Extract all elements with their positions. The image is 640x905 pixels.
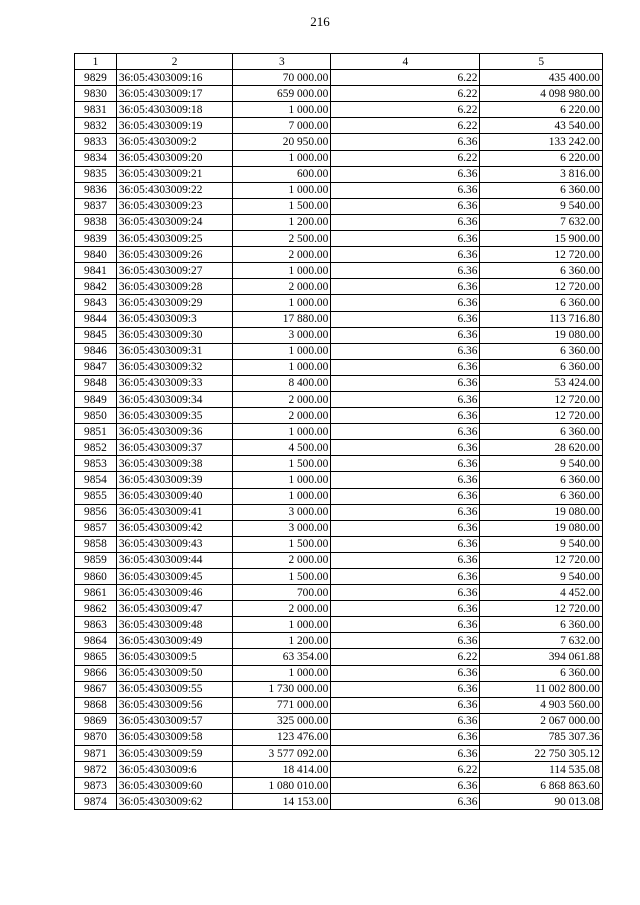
area-value: 2 000.00 <box>233 247 331 263</box>
row-number: 9868 <box>75 697 117 713</box>
cost-value: 22 750 305.12 <box>480 746 603 762</box>
rate-value: 6.22 <box>331 86 480 102</box>
cost-value: 9 540.00 <box>480 569 603 585</box>
cost-value: 6 360.00 <box>480 263 603 279</box>
rate-value: 6.36 <box>331 279 480 295</box>
area-value: 4 500.00 <box>233 440 331 456</box>
rate-value: 6.36 <box>331 166 480 182</box>
rate-value: 6.36 <box>331 295 480 311</box>
cadastral-number: 36:05:4303009:48 <box>116 617 232 633</box>
rate-value: 6.36 <box>331 311 480 327</box>
row-number: 9863 <box>75 617 117 633</box>
rate-value: 6.36 <box>331 214 480 230</box>
table-row <box>75 327 603 343</box>
column-header-5: 5 <box>480 54 603 70</box>
rate-value: 6.36 <box>331 247 480 263</box>
cost-value: 12 720.00 <box>480 408 603 424</box>
cadastral-number: 36:05:4303009:40 <box>116 488 232 504</box>
table-row <box>75 311 603 327</box>
cadastral-number: 36:05:4303009:18 <box>116 102 232 118</box>
cadastral-number: 36:05:4303009:44 <box>116 552 232 568</box>
cadastral-number: 36:05:4303009:22 <box>116 182 232 198</box>
rate-value: 6.36 <box>331 424 480 440</box>
row-number: 9870 <box>75 729 117 745</box>
cadastral-number: 36:05:4303009:50 <box>116 665 232 681</box>
table-row <box>75 504 603 520</box>
area-value: 18 414.00 <box>233 762 331 778</box>
cadastral-number: 36:05:4303009:2 <box>116 134 232 150</box>
rate-value: 6.36 <box>331 408 480 424</box>
row-number: 9854 <box>75 472 117 488</box>
table-row <box>75 375 603 391</box>
row-number: 9860 <box>75 569 117 585</box>
table-row <box>75 649 603 665</box>
cadastral-number: 36:05:4303009:55 <box>116 681 232 697</box>
cost-value: 7 632.00 <box>480 633 603 649</box>
table-row <box>75 697 603 713</box>
cost-value: 11 002 800.00 <box>480 681 603 697</box>
table-row <box>75 520 603 536</box>
cost-value: 7 632.00 <box>480 214 603 230</box>
cadastral-number: 36:05:4303009:60 <box>116 778 232 794</box>
cadastral-number: 36:05:4303009:42 <box>116 520 232 536</box>
cost-value: 394 061.88 <box>480 649 603 665</box>
row-number: 9832 <box>75 118 117 134</box>
row-number: 9846 <box>75 343 117 359</box>
table-row <box>75 198 603 214</box>
cost-value: 12 720.00 <box>480 391 603 407</box>
rate-value: 6.36 <box>331 520 480 536</box>
table-row <box>75 472 603 488</box>
row-number: 9836 <box>75 182 117 198</box>
cadastral-number: 36:05:4303009:59 <box>116 746 232 762</box>
table-row <box>75 166 603 182</box>
cost-value: 785 307.36 <box>480 729 603 745</box>
cadastral-number: 36:05:4303009:3 <box>116 311 232 327</box>
cadastral-number: 36:05:4303009:46 <box>116 585 232 601</box>
rate-value: 6.36 <box>331 601 480 617</box>
row-number: 9830 <box>75 86 117 102</box>
rate-value: 6.36 <box>331 343 480 359</box>
cadastral-number: 36:05:4303009:17 <box>116 86 232 102</box>
cost-value: 6 360.00 <box>480 488 603 504</box>
area-value: 1 200.00 <box>233 214 331 230</box>
area-value: 325 000.00 <box>233 713 331 729</box>
cost-value: 12 720.00 <box>480 552 603 568</box>
cost-value: 6 360.00 <box>480 472 603 488</box>
cost-value: 133 242.00 <box>480 134 603 150</box>
row-number: 9852 <box>75 440 117 456</box>
cost-value: 6 220.00 <box>480 102 603 118</box>
table-row <box>75 134 603 150</box>
cadastral-number: 36:05:4303009:23 <box>116 198 232 214</box>
rate-value: 6.36 <box>331 746 480 762</box>
cost-value: 6 360.00 <box>480 182 603 198</box>
cadastral-number: 36:05:4303009:5 <box>116 649 232 665</box>
cost-value: 6 360.00 <box>480 617 603 633</box>
table-row <box>75 794 603 810</box>
row-number: 9843 <box>75 295 117 311</box>
table-row <box>75 118 603 134</box>
area-value: 1 500.00 <box>233 536 331 552</box>
cost-value: 6 360.00 <box>480 665 603 681</box>
row-number: 9866 <box>75 665 117 681</box>
table-row <box>75 86 603 102</box>
cadastral-number: 36:05:4303009:25 <box>116 231 232 247</box>
row-number: 9857 <box>75 520 117 536</box>
table-row <box>75 585 603 601</box>
rate-value: 6.22 <box>331 102 480 118</box>
row-number: 9850 <box>75 408 117 424</box>
cost-value: 113 716.80 <box>480 311 603 327</box>
table-row <box>75 150 603 166</box>
rate-value: 6.36 <box>331 778 480 794</box>
area-value: 2 500.00 <box>233 231 331 247</box>
row-number: 9867 <box>75 681 117 697</box>
row-number: 9853 <box>75 456 117 472</box>
table-row <box>75 456 603 472</box>
cadastral-number: 36:05:4303009:58 <box>116 729 232 745</box>
table-row <box>75 633 603 649</box>
row-number: 9835 <box>75 166 117 182</box>
table-row <box>75 762 603 778</box>
table-row <box>75 182 603 198</box>
row-number: 9833 <box>75 134 117 150</box>
area-value: 1 000.00 <box>233 182 331 198</box>
rate-value: 6.36 <box>331 697 480 713</box>
row-number: 9861 <box>75 585 117 601</box>
table-row <box>75 295 603 311</box>
area-value: 1 500.00 <box>233 456 331 472</box>
row-number: 9851 <box>75 424 117 440</box>
column-header-2: 2 <box>116 54 232 70</box>
area-value: 2 000.00 <box>233 601 331 617</box>
cost-value: 4 098 980.00 <box>480 86 603 102</box>
cost-value: 6 360.00 <box>480 424 603 440</box>
area-value: 1 730 000.00 <box>233 681 331 697</box>
cost-value: 19 080.00 <box>480 327 603 343</box>
rate-value: 6.36 <box>331 552 480 568</box>
cadastral-number: 36:05:4303009:45 <box>116 569 232 585</box>
rate-value: 6.36 <box>331 713 480 729</box>
row-number: 9840 <box>75 247 117 263</box>
row-number: 9865 <box>75 649 117 665</box>
area-value: 3 000.00 <box>233 504 331 520</box>
row-number: 9871 <box>75 746 117 762</box>
cadastral-number: 36:05:4303009:32 <box>116 359 232 375</box>
area-value: 600.00 <box>233 166 331 182</box>
table-row <box>75 359 603 375</box>
area-value: 1 000.00 <box>233 102 331 118</box>
table-row <box>75 343 603 359</box>
area-value: 1 000.00 <box>233 424 331 440</box>
rate-value: 6.36 <box>331 198 480 214</box>
rate-value: 6.22 <box>331 762 480 778</box>
row-number: 9839 <box>75 231 117 247</box>
area-value: 659 000.00 <box>233 86 331 102</box>
area-value: 1 500.00 <box>233 569 331 585</box>
page-number: 216 <box>310 14 330 29</box>
area-value: 1 000.00 <box>233 472 331 488</box>
area-value: 63 354.00 <box>233 649 331 665</box>
cost-value: 15 900.00 <box>480 231 603 247</box>
rate-value: 6.22 <box>331 70 480 86</box>
area-value: 2 000.00 <box>233 279 331 295</box>
area-value: 70 000.00 <box>233 70 331 86</box>
cost-value: 4 452.00 <box>480 585 603 601</box>
cadastral-number: 36:05:4303009:62 <box>116 794 232 810</box>
cadastral-number: 36:05:4303009:34 <box>116 391 232 407</box>
table-row <box>75 247 603 263</box>
table-row <box>75 778 603 794</box>
table-row <box>75 746 603 762</box>
column-header-4: 4 <box>331 54 480 70</box>
cadastral-number: 36:05:4303009:6 <box>116 762 232 778</box>
row-number: 9858 <box>75 536 117 552</box>
row-number: 9841 <box>75 263 117 279</box>
rate-value: 6.36 <box>331 794 480 810</box>
column-header-3: 3 <box>233 54 331 70</box>
row-number: 9837 <box>75 198 117 214</box>
table-row <box>75 729 603 745</box>
rate-value: 6.36 <box>331 585 480 601</box>
cadastral-number: 36:05:4303009:26 <box>116 247 232 263</box>
rate-value: 6.36 <box>331 569 480 585</box>
cost-value: 19 080.00 <box>480 504 603 520</box>
row-number: 9869 <box>75 713 117 729</box>
area-value: 1 000.00 <box>233 295 331 311</box>
cadastral-number: 36:05:4303009:41 <box>116 504 232 520</box>
row-number: 9859 <box>75 552 117 568</box>
cost-value: 90 013.08 <box>480 794 603 810</box>
table-row <box>75 440 603 456</box>
row-number: 9842 <box>75 279 117 295</box>
cost-value: 43 540.00 <box>480 118 603 134</box>
rate-value: 6.36 <box>331 504 480 520</box>
table-row <box>75 408 603 424</box>
cadastral-number: 36:05:4303009:57 <box>116 713 232 729</box>
cadastral-number: 36:05:4303009:56 <box>116 697 232 713</box>
area-value: 1 000.00 <box>233 150 331 166</box>
area-value: 20 950.00 <box>233 134 331 150</box>
rate-value: 6.36 <box>331 488 480 504</box>
rate-value: 6.36 <box>331 536 480 552</box>
row-number: 9844 <box>75 311 117 327</box>
cadastral-number: 36:05:4303009:27 <box>116 263 232 279</box>
area-value: 17 880.00 <box>233 311 331 327</box>
table-row <box>75 665 603 681</box>
area-value: 1 000.00 <box>233 665 331 681</box>
column-header-1: 1 <box>75 54 117 70</box>
area-value: 123 476.00 <box>233 729 331 745</box>
cost-value: 114 535.08 <box>480 762 603 778</box>
cadastral-number: 36:05:4303009:28 <box>116 279 232 295</box>
table-row <box>75 391 603 407</box>
row-number: 9864 <box>75 633 117 649</box>
row-number: 9838 <box>75 214 117 230</box>
rate-value: 6.36 <box>331 681 480 697</box>
cost-value: 9 540.00 <box>480 198 603 214</box>
cost-value: 6 360.00 <box>480 295 603 311</box>
cost-value: 6 868 863.60 <box>480 778 603 794</box>
area-value: 2 000.00 <box>233 408 331 424</box>
cost-value: 12 720.00 <box>480 279 603 295</box>
cadastral-number: 36:05:4303009:49 <box>116 633 232 649</box>
row-number: 9862 <box>75 601 117 617</box>
cost-value: 12 720.00 <box>480 601 603 617</box>
area-value: 1 500.00 <box>233 198 331 214</box>
rate-value: 6.36 <box>331 617 480 633</box>
cost-value: 9 540.00 <box>480 536 603 552</box>
cadastral-number: 36:05:4303009:30 <box>116 327 232 343</box>
table-row <box>75 681 603 697</box>
cadastral-number: 36:05:4303009:19 <box>116 118 232 134</box>
rate-value: 6.36 <box>331 633 480 649</box>
area-value: 2 000.00 <box>233 552 331 568</box>
row-number: 9849 <box>75 391 117 407</box>
cost-value: 3 816.00 <box>480 166 603 182</box>
cost-value: 28 620.00 <box>480 440 603 456</box>
area-value: 700.00 <box>233 585 331 601</box>
cadastral-number: 36:05:4303009:16 <box>116 70 232 86</box>
cadastral-number: 36:05:4303009:21 <box>116 166 232 182</box>
row-number: 9848 <box>75 375 117 391</box>
row-number: 9831 <box>75 102 117 118</box>
data-table <box>74 53 603 810</box>
cadastral-number: 36:05:4303009:24 <box>116 214 232 230</box>
rate-value: 6.36 <box>331 327 480 343</box>
rate-value: 6.36 <box>331 729 480 745</box>
row-number: 9872 <box>75 762 117 778</box>
area-value: 3 000.00 <box>233 520 331 536</box>
rate-value: 6.36 <box>331 182 480 198</box>
table-row <box>75 569 603 585</box>
rate-value: 6.22 <box>331 649 480 665</box>
cadastral-number: 36:05:4303009:36 <box>116 424 232 440</box>
table-row <box>75 279 603 295</box>
row-number: 9834 <box>75 150 117 166</box>
area-value: 8 400.00 <box>233 375 331 391</box>
rate-value: 6.36 <box>331 456 480 472</box>
table-row <box>75 488 603 504</box>
cadastral-number: 36:05:4303009:20 <box>116 150 232 166</box>
cost-value: 6 220.00 <box>480 150 603 166</box>
row-number: 9845 <box>75 327 117 343</box>
cadastral-number: 36:05:4303009:33 <box>116 375 232 391</box>
cost-value: 53 424.00 <box>480 375 603 391</box>
rate-value: 6.36 <box>331 134 480 150</box>
area-value: 1 000.00 <box>233 263 331 279</box>
area-value: 771 000.00 <box>233 697 331 713</box>
area-value: 1 000.00 <box>233 488 331 504</box>
row-number: 9856 <box>75 504 117 520</box>
cost-value: 6 360.00 <box>480 359 603 375</box>
table-row <box>75 424 603 440</box>
cadastral-number: 36:05:4303009:47 <box>116 601 232 617</box>
area-value: 14 153.00 <box>233 794 331 810</box>
cadastral-number: 36:05:4303009:39 <box>116 472 232 488</box>
row-number: 9829 <box>75 70 117 86</box>
rate-value: 6.22 <box>331 118 480 134</box>
area-value: 1 200.00 <box>233 633 331 649</box>
cost-value: 9 540.00 <box>480 456 603 472</box>
cost-value: 2 067 000.00 <box>480 713 603 729</box>
cadastral-number: 36:05:4303009:35 <box>116 408 232 424</box>
cadastral-number: 36:05:4303009:43 <box>116 536 232 552</box>
area-value: 2 000.00 <box>233 391 331 407</box>
table-header-row <box>75 54 603 70</box>
row-number: 9855 <box>75 488 117 504</box>
rate-value: 6.22 <box>331 150 480 166</box>
rate-value: 6.36 <box>331 391 480 407</box>
table-row <box>75 102 603 118</box>
cadastral-number: 36:05:4303009:37 <box>116 440 232 456</box>
rate-value: 6.36 <box>331 472 480 488</box>
table-row <box>75 552 603 568</box>
area-value: 1 000.00 <box>233 343 331 359</box>
row-number: 9847 <box>75 359 117 375</box>
area-value: 7 000.00 <box>233 118 331 134</box>
rate-value: 6.36 <box>331 665 480 681</box>
table-row <box>75 713 603 729</box>
rate-value: 6.36 <box>331 375 480 391</box>
area-value: 3 000.00 <box>233 327 331 343</box>
cost-value: 19 080.00 <box>480 520 603 536</box>
area-value: 1 000.00 <box>233 359 331 375</box>
row-number: 9873 <box>75 778 117 794</box>
cost-value: 435 400.00 <box>480 70 603 86</box>
table-row <box>75 231 603 247</box>
cadastral-number: 36:05:4303009:29 <box>116 295 232 311</box>
table-row <box>75 617 603 633</box>
table-row <box>75 601 603 617</box>
cadastral-number: 36:05:4303009:31 <box>116 343 232 359</box>
area-value: 3 577 092.00 <box>233 746 331 762</box>
row-number: 9874 <box>75 794 117 810</box>
cost-value: 12 720.00 <box>480 247 603 263</box>
area-value: 1 000.00 <box>233 617 331 633</box>
rate-value: 6.36 <box>331 231 480 247</box>
area-value: 1 080 010.00 <box>233 778 331 794</box>
cost-value: 6 360.00 <box>480 343 603 359</box>
rate-value: 6.36 <box>331 263 480 279</box>
table-row <box>75 536 603 552</box>
table-row <box>75 263 603 279</box>
table-row <box>75 214 603 230</box>
rate-value: 6.36 <box>331 359 480 375</box>
table-row <box>75 70 603 86</box>
cadastral-number: 36:05:4303009:38 <box>116 456 232 472</box>
table-body <box>75 70 603 810</box>
rate-value: 6.36 <box>331 440 480 456</box>
cost-value: 4 903 560.00 <box>480 697 603 713</box>
